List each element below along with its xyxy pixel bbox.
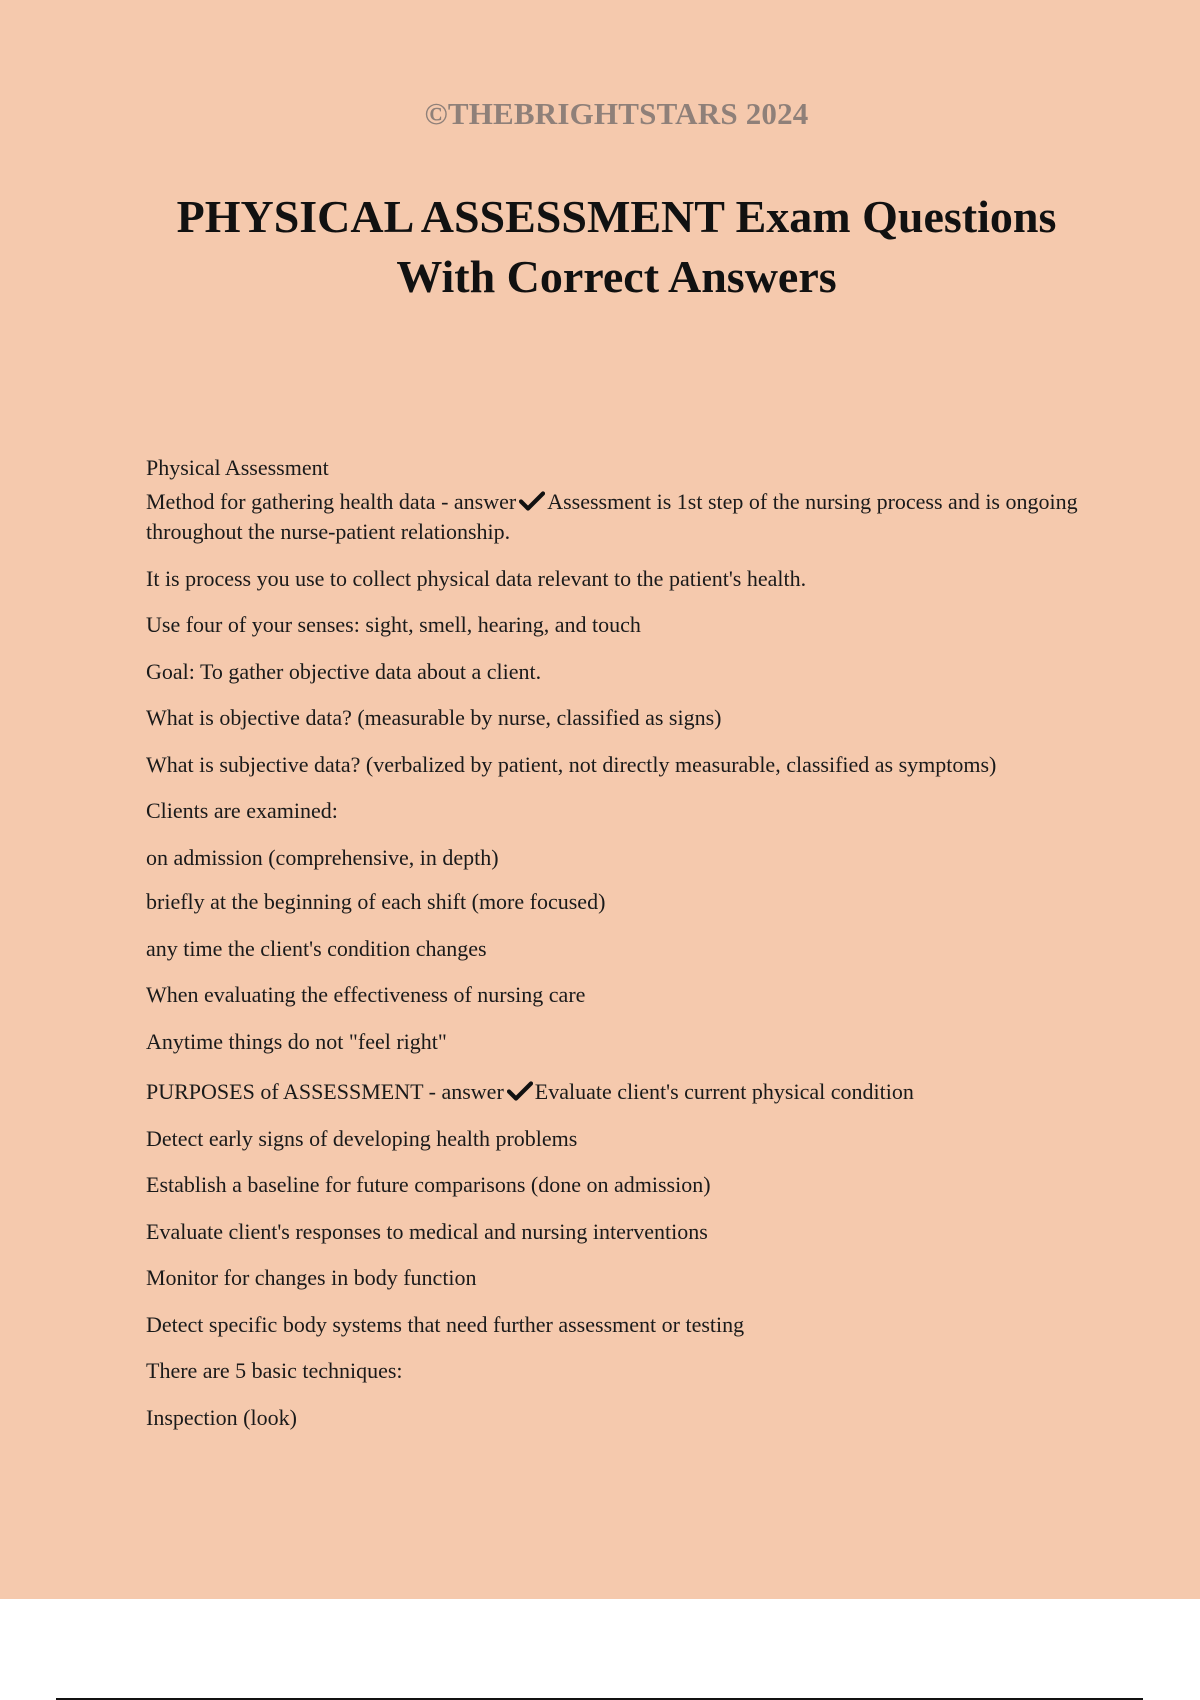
list-item: What is objective data? (measurable by nurse, classified as signs) (146, 705, 722, 730)
list-item: Anytime things do not "feel right" (146, 1029, 447, 1054)
list-item: Monitor for changes in body function (146, 1265, 477, 1290)
list-item: It is process you use to collect physical data relevant to the patient's health. (146, 566, 807, 591)
list-item: Establish a baseline for future comparisons (done on admission) (146, 1172, 711, 1197)
list-item: Inspection (look) (146, 1405, 297, 1430)
list-item: When evaluating the effectiveness of nursing care (146, 982, 586, 1007)
question-text: Method for gathering health data - answer (146, 489, 517, 514)
list-item: briefly at the beginning of each shift (more focused) (146, 889, 606, 914)
title-line-2: With Correct Answers (396, 251, 837, 302)
question-text: PURPOSES of ASSESSMENT - answer (146, 1079, 504, 1104)
page-title (100, 187, 1133, 307)
list-item: There are 5 basic techniques: (146, 1358, 403, 1383)
check-mark-icon (519, 491, 545, 511)
list-item: on admission (comprehensive, in depth) (146, 845, 499, 870)
copyright-watermark: ©THEBRIGHTSTARS 2024 (424, 96, 809, 131)
list-item: Use four of your senses: sight, smell, hearing, and touch (146, 612, 641, 637)
answer-text: Evaluate client's current physical condition (534, 1079, 914, 1104)
list-item: Clients are examined: (146, 798, 338, 823)
check-mark-icon (507, 1081, 533, 1101)
list-item: Goal: To gather objective data about a client. (146, 659, 542, 684)
title-line-1: PHYSICAL ASSESSMENT Exam Questions (176, 191, 1057, 242)
list-item: any time the client's condition changes (146, 936, 487, 961)
question-answer-2 (146, 1077, 914, 1107)
list-item: Detect early signs of developing health problems (146, 1126, 578, 1151)
list-item: Evaluate client's responses to medical and nursing interventions (146, 1219, 708, 1244)
list-item: What is subjective data? (verbalized by patient, not directly measurable, classified as symptoms) (146, 752, 997, 777)
answer-text: Assessment is 1st step of the nursing process and is ongoing throughout the nurse-patient relationship. (146, 489, 1078, 544)
list-item: Detect specific body systems that need further assessment or testing (146, 1312, 745, 1337)
section-heading: Physical Assessment (146, 455, 329, 480)
question-answer-1 (146, 487, 1096, 547)
